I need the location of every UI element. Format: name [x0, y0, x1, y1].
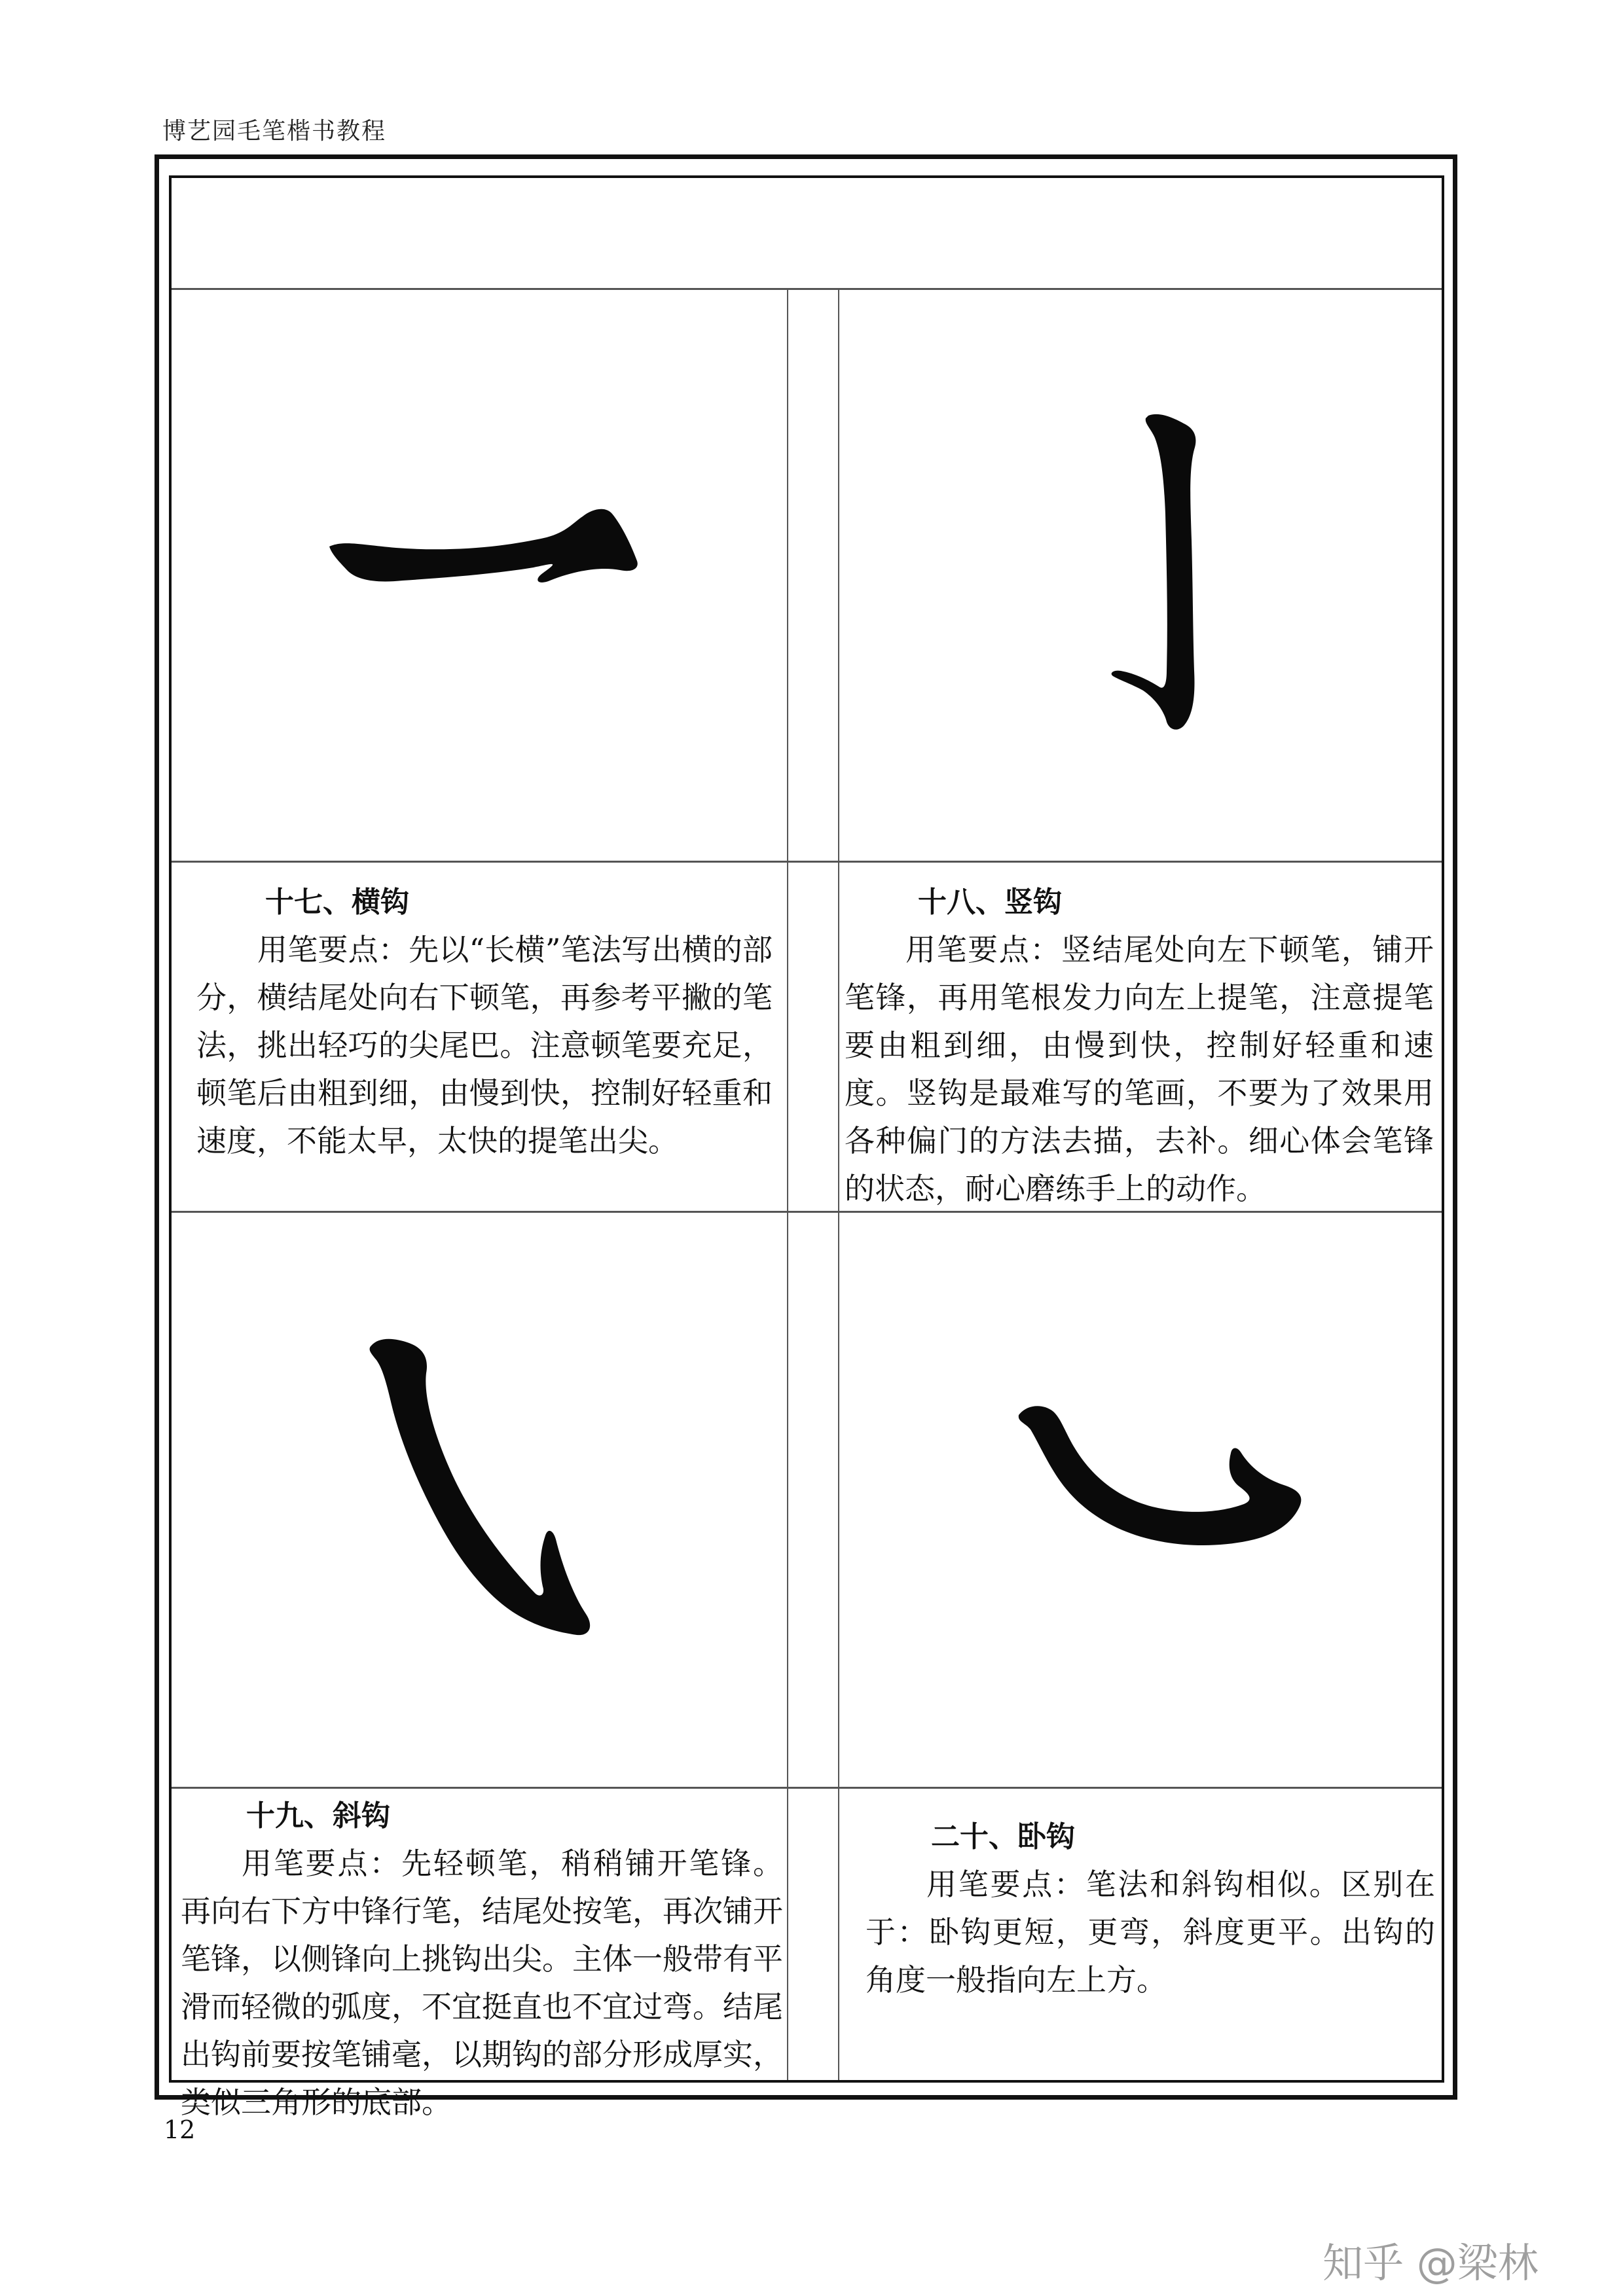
grid-line-vert-right: [838, 289, 839, 2080]
shugou-stroke-glyph: [1106, 409, 1218, 733]
stroke-title: 二十、卧钩: [931, 1820, 1075, 1854]
stroke-description: 用笔要点：笔法和斜钩相似。区别在于：卧钩更短，更弯，斜度更平。出钩的角度一般指向左上方。: [866, 1867, 1435, 1998]
stroke-caption-shugou: [845, 878, 1434, 1213]
stroke-description: 用笔要点：竖结尾处向左下顿笔，铺开笔锋，再用笔根发力向左上提笔，注意提笔要由粗到细，由慢到快，控制好轻重和速度。竖钩是最难写的笔画，不要为了效果用各种偏门的方法去描，去补。细心体会笔锋的状态，耐心磨练手上的动作。: [845, 932, 1434, 1206]
grid-line-top: [172, 288, 1442, 290]
stroke-description: 用笔要点：先轻顿笔，稍稍铺开笔锋。再向右下方中锋行笔，结尾处按笔，再次铺开笔锋，以侧锋向上挑钩出尖。主体一般带有平滑而轻微的弧度，不宜挺直也不宜过弯。结尾出钩前要按笔铺毫，以期钩的部分形成厚实，类似三角形的底部。: [181, 1846, 783, 2120]
grid-line-vert-left: [787, 289, 788, 2080]
stroke-description: 用笔要点：先以“长横”笔法写出横的部分，横结尾处向右下顿笔，再参考平撇的笔法，挑出轻巧的尖尾巴。注意顿笔要充足，顿笔后由粗到细，由慢到快，控制好轻重和速度，不能太早，太快的提笔出尖。: [196, 932, 773, 1158]
page-number: 12: [164, 2115, 196, 2144]
stroke-title: 十八、竖钩: [918, 886, 1062, 919]
hengou-stroke-glyph: [324, 494, 645, 592]
stroke-caption-wogou: [866, 1813, 1435, 2004]
stroke-title: 十七、横钩: [265, 886, 409, 919]
grid-line-mid-lower: [172, 1787, 1442, 1789]
xiegou-stroke-glyph: [363, 1335, 612, 1640]
wogou-stroke-glyph: [1013, 1399, 1308, 1556]
book-title-header: 博艺园毛笔楷书教程: [162, 118, 387, 145]
grid-line-mid-upper: [172, 861, 1442, 863]
stroke-caption-xiegou: [181, 1792, 783, 2126]
stroke-caption-hengou: [196, 878, 773, 1165]
stroke-title: 十九、斜钩: [246, 1799, 390, 1833]
zhihu-watermark: 知乎 @梁林: [1322, 2239, 1539, 2287]
